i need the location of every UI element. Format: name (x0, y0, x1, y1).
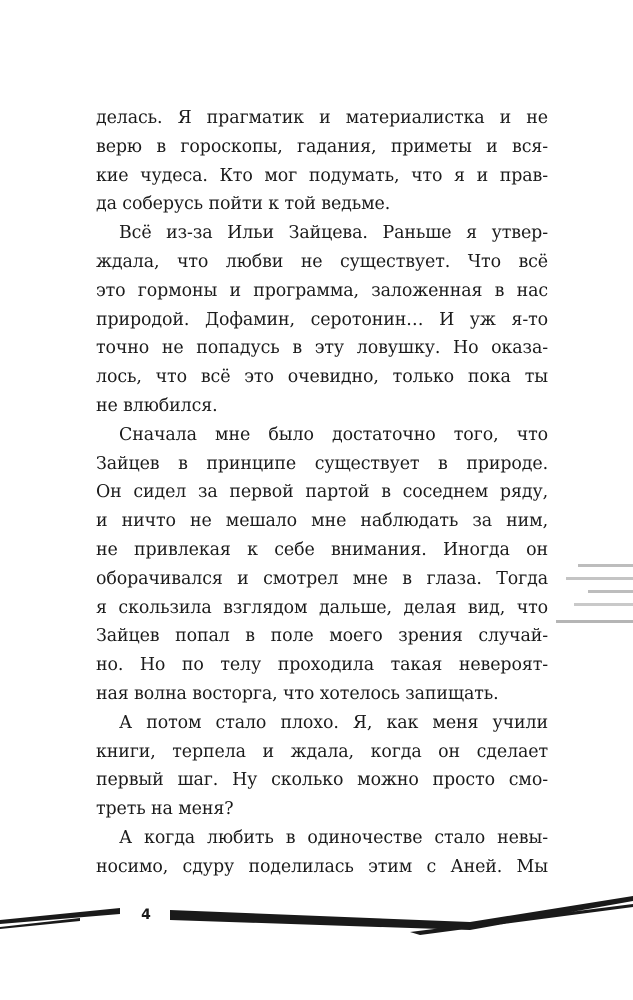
text-line: треть на меня? (96, 799, 234, 820)
text-line: точно не попадусь в эту ловушку. Но оказа- (96, 338, 548, 359)
text-line: первый шаг. Ну сколько можно просто смо- (96, 770, 548, 791)
text-line: А потом стало плохо. Я, как меня учили (119, 712, 548, 733)
text-line: Сначала мне было достаточно того, что (119, 424, 548, 445)
text-line: делась. Я прагматик и материалистка и не (96, 108, 548, 128)
page-number: 4 (122, 900, 170, 930)
text-line: книги, терпела и ждала, когда он сделает (96, 741, 548, 762)
text-line: да соберусь пойти к той ведьме. (96, 194, 391, 215)
text-line: верю в гороскопы, гадания, приметы и вся- (96, 136, 548, 157)
text-line: Зайцев в принципе существует в природе. (96, 453, 548, 474)
text-line: но. Но по телу проходила такая невероят- (96, 655, 548, 676)
text-line: это гормоны и программа, заложенная в нас (96, 280, 548, 301)
text-line: Всё из-за Ильи Зайцева. Раньше я утвер- (119, 223, 548, 244)
text-line: носимо, сдуру поделилась этим с Аней. Мы (96, 856, 548, 877)
text-line: ная волна восторга, что хотелось запищать. (96, 683, 499, 704)
text-line: Он сидел за первой партой в соседнем ряду, (96, 482, 548, 503)
text-line: я скользила взглядом дальше, делая вид, что (96, 597, 548, 618)
text-line: Зайцев попал в поле моего зрения случай- (96, 626, 548, 647)
text-line: не привлекая к себе внимания. Иногда он (96, 539, 548, 560)
text-line: А когда любить в одиночестве стало невы- (119, 827, 548, 848)
text-line: природой. Дофамин, серотонин… И уж я-то (96, 309, 548, 330)
book-page-text (96, 104, 548, 882)
decorative-side-lines (556, 560, 633, 630)
text-line: кие чудеса. Кто мог подумать, что я и прав- (96, 165, 548, 186)
text-line: оборачивался и смотрел мне в глаза. Тогда (96, 568, 548, 589)
text-line: лось, что всё это очевидно, только пока ты (96, 367, 548, 388)
text-line: не влюбился. (96, 395, 218, 416)
text-line: и ничто не мешало мне наблюдать за ним, (96, 511, 548, 532)
footer-decoration (0, 880, 633, 950)
text-line: ждала, что любви не существует. Что всё (96, 251, 548, 272)
